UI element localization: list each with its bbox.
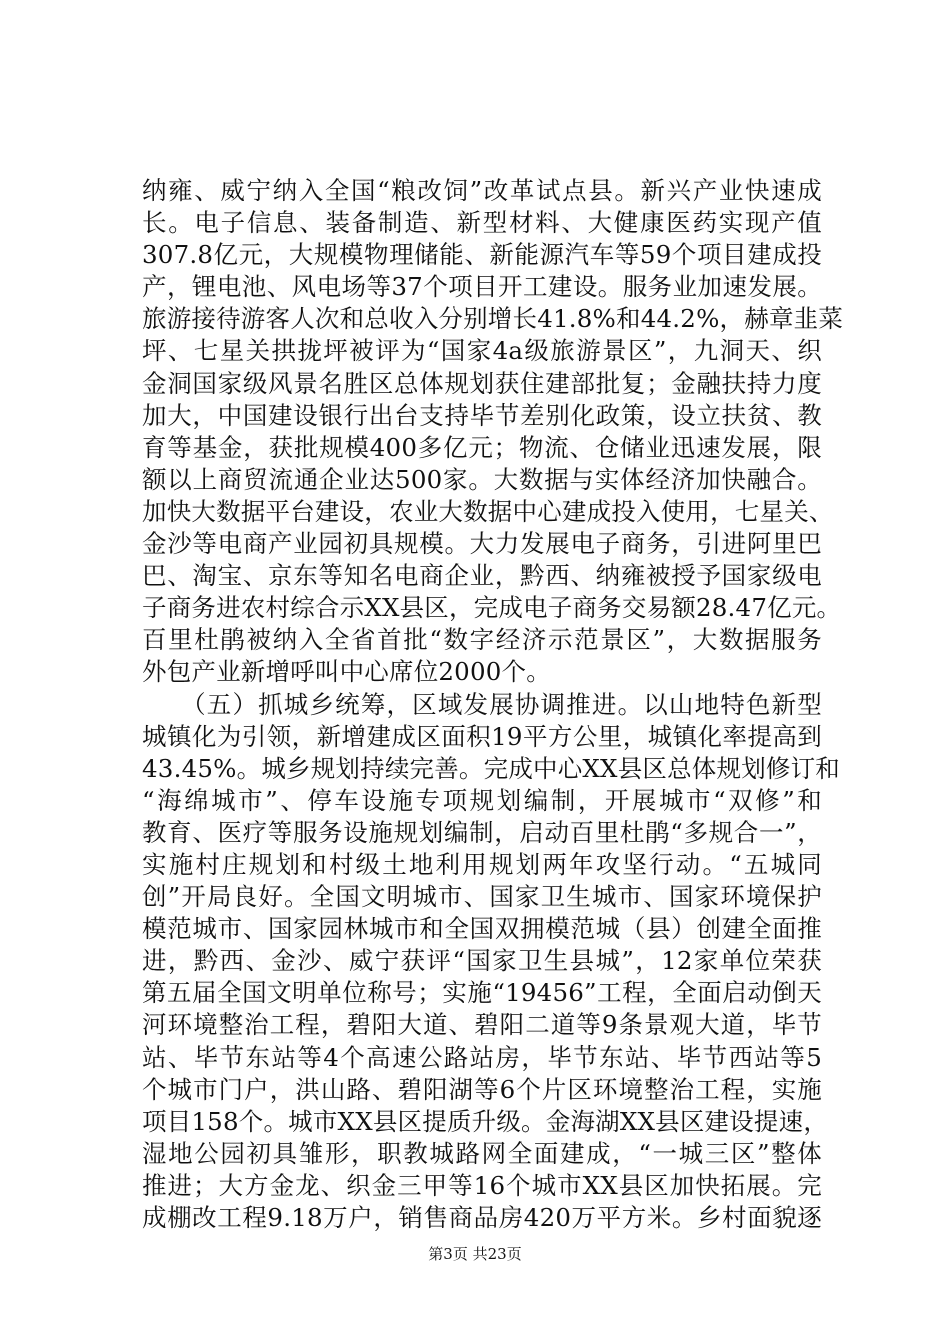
text-line: 项目158个。城市XX县区提质升级。金海湖XX县区建设提速， bbox=[142, 1106, 829, 1136]
text-line: 外包产业新增呼叫中心席位2000个。 bbox=[142, 657, 551, 687]
text-line: 加大，中国建设银行出台支持毕节差别化政策，设立扶贫、教 bbox=[142, 400, 822, 430]
text-line: 加快大数据平台建设，农业大数据中心建成投入使用，七星关、 bbox=[142, 496, 834, 526]
page-number-footer: 第3页 共23页 bbox=[428, 1245, 522, 1263]
text-line: 育等基金，获批规模400多亿元；物流、仓储业迅速发展，限 bbox=[142, 432, 822, 462]
text-line: “海绵城市”、停车设施专项规划编制，开展城市“双修”和 bbox=[142, 785, 822, 815]
text-line: 成棚改工程9.18万户，销售商品房420万平方米。乡村面貌逐 bbox=[142, 1203, 822, 1232]
text-line: 个城市门户，洪山路、碧阳湖等6个片区环境整治工程，实施 bbox=[142, 1074, 822, 1104]
text-line: 金洞国家级风景名胜区总体规划获住建部批复；金融扶持力度 bbox=[142, 368, 822, 398]
text-line: 教育、医疗等服务设施规划编制，启动百里杜鹃“多规合一”， bbox=[142, 817, 822, 847]
text-line: 模范城市、国家园林城市和全国双拥模范城（县）创建全面推 bbox=[142, 914, 822, 944]
text-line: 307.8亿元，大规模物理储能、新能源汽车等59个项目建成投 bbox=[142, 240, 822, 270]
text-line: 百里杜鹃被纳入全省首批“数字经济示范景区”，大数据服务 bbox=[142, 625, 822, 655]
text-line: 纳雍、威宁纳入全国“粮改饲”改革试点县。新兴产业快速成 bbox=[142, 176, 822, 205]
text-line: 产，锂电池、风电场等37个项目开工建设。服务业加速发展。 bbox=[142, 272, 822, 302]
text-line: 43.45%。城乡规划持续完善。完成中心XX县区总体规划修订和 bbox=[142, 753, 840, 783]
text-line: 城镇化为引领，新增建成区面积19平方公里，城镇化率提高到 bbox=[142, 721, 822, 751]
text-line: 长。电子信息、装备制造、新型材料、大健康医药实现产值 bbox=[142, 208, 822, 238]
text-line: 坪、七星关拱拢坪被评为“国家4a级旅游景区”，九洞天、织 bbox=[142, 336, 822, 366]
text-line: 第五届全国文明单位称号；实施“19456”工程，全面启动倒天 bbox=[142, 978, 822, 1008]
text-line: 实施村庄规划和村级土地利用规划两年攻坚行动。“五城同 bbox=[142, 849, 822, 879]
text-line: （五）抓城乡统筹，区域发展协调推进。以山地特色新型 bbox=[142, 689, 822, 719]
body-text bbox=[142, 175, 844, 1234]
text-line: 额以上商贸流通企业达500家。大数据与实体经济加快融合。 bbox=[142, 464, 822, 494]
text-line: 进，黔西、金沙、威宁获评“国家卫生县城”，12家单位荣获 bbox=[142, 946, 822, 976]
text-line: 金沙等电商产业园初具规模。大力发展电子商务，引进阿里巴 bbox=[142, 529, 822, 559]
text-line: 创”开局良好。全国文明城市、国家卫生城市、国家环境保护 bbox=[142, 882, 822, 912]
text-line: 站、毕节东站等4个高速公路站房，毕节东站、毕节西站等5 bbox=[142, 1042, 822, 1072]
text-line: 旅游接待游客人次和总收入分别增长41.8%和44.2%，赫章韭菜 bbox=[142, 304, 844, 334]
text-line: 河环境整治工程，碧阳大道、碧阳二道等9条景观大道，毕节 bbox=[142, 1010, 822, 1040]
text-line: 湿地公园初具雏形，职教城路网全面建成，“一城三区”整体 bbox=[142, 1138, 822, 1168]
text-line: 子商务进农村综合示XX县区，完成电子商务交易额28.47亿元。 bbox=[142, 593, 842, 623]
text-line: 巴、淘宝、京东等知名电商企业，黔西、纳雍被授予国家级电 bbox=[142, 561, 822, 591]
text-line: 推进；大方金龙、织金三甲等16个城市XX县区加快拓展。完 bbox=[142, 1170, 822, 1200]
